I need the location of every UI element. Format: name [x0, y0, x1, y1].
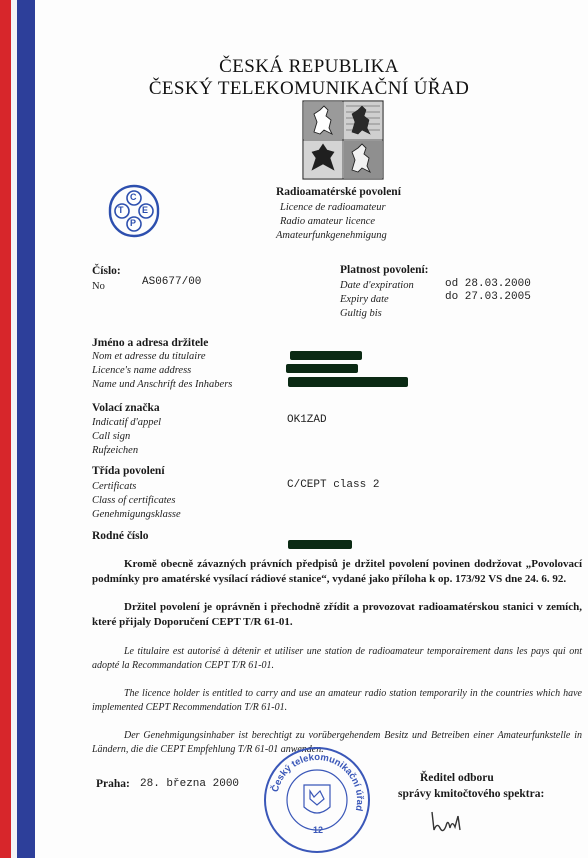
- paragraph-cept-fr: Le titulaire est autorisé à détenir et utiliser une station de radioamateur temporairement dans les pays qui ont adopté la Recommandation CEPT T/R 61-01.: [92, 646, 582, 671]
- callsign-label-en: Call sign: [92, 431, 131, 442]
- stamp-number: 12: [313, 825, 324, 835]
- callsign-label: Volací značka: [92, 402, 160, 414]
- signature-icon: [428, 808, 468, 836]
- callsign-label-fr: Indicatif d'appel: [92, 417, 162, 428]
- stamp-ring-text: Český telekomunikační úřad: [269, 751, 366, 813]
- cept-letter-p: P: [130, 218, 137, 228]
- stripe-blue: [17, 0, 35, 858]
- class-label-de: Genehmigungsklasse: [92, 509, 181, 520]
- cept-letter-c: C: [130, 192, 137, 202]
- official-stamp-icon: [262, 745, 372, 855]
- signatory-title-2: správy kmitočtového spektra:: [398, 788, 545, 800]
- holder-label-de: Name und Anschrift des Inhabers: [92, 379, 233, 390]
- paragraph-cept-en: The licence holder is entitled to carry and use an amateur radio station temporarily in the countries which have implemented CEPT Recommendation T/R 61-01.: [92, 688, 582, 713]
- validity-from: od 28.03.2000: [445, 278, 531, 290]
- paragraph-cept-de: Der Genehmigungsinhaber ist berechtigt zu vorübergehendem Besitz und Betreiben einer Amateurfunkstelle in Ländern, die die CEPT Empfehlung T/R 61-01 anwenden.: [92, 730, 582, 755]
- class-label-fr: Certificats: [92, 481, 137, 492]
- class-value: C/CEPT class 2: [287, 479, 380, 491]
- number-label: Číslo:: [92, 265, 121, 277]
- holder-label-fr: Nom et adresse du titulaire: [92, 351, 206, 362]
- place-label: Praha:: [96, 778, 130, 790]
- stripe-red: [0, 0, 11, 858]
- validity-label-en: Expiry date: [340, 294, 389, 305]
- redacted-birth-number: [288, 540, 352, 549]
- licence-title-fr: Licence de radioamateur: [280, 202, 386, 213]
- country-title: ČESKÁ REPUBLIKA: [219, 56, 399, 77]
- callsign-label-de: Rufzeichen: [92, 445, 139, 456]
- czech-coat-of-arms-icon: [302, 100, 384, 180]
- redacted-holder-address-2: [288, 377, 408, 387]
- number-label-alt: No: [92, 281, 105, 292]
- licence-title-en: Radio amateur licence: [280, 216, 376, 227]
- validity-to: do 27.03.2005: [445, 291, 531, 303]
- paragraph-cept-cz: Držitel povolení je oprávněn i přechodně zřídit a provozovat radioamatérskou stanici v zemích, které přijaly Doporučení CEPT T/R 61-01.: [92, 601, 582, 628]
- validity-label: Platnost povolení:: [340, 264, 429, 276]
- birth-number-label: Rodné číslo: [92, 530, 149, 542]
- signatory-title-1: Ředitel odboru: [420, 772, 494, 784]
- redacted-holder-name: [290, 351, 362, 360]
- holder-label: Jméno a adresa držitele: [92, 337, 209, 349]
- issue-date: 28. března 2000: [140, 778, 240, 790]
- cept-logo-icon: [106, 182, 162, 240]
- holder-label-en: Licence's name address: [92, 365, 192, 376]
- cept-letter-e: E: [142, 205, 149, 215]
- licence-title-cz: Radioamatérské povolení: [276, 186, 401, 198]
- paragraph-conditions: Kromě obecně závazných právních předpisů je držitel povolení povinen dodržovat „Povolovací podmínky pro amatérské vysílací rádiové stanice“, vydané jako příloha k op. 173/92 VS dne 24. 6. 92.: [92, 558, 582, 585]
- validity-label-fr: Date d'expiration: [340, 280, 414, 291]
- licence-title-de: Amateurfunkgenehmigung: [276, 230, 387, 241]
- office-title: ČESKÝ TELEKOMUNIKAČNÍ ÚŘAD: [148, 78, 470, 99]
- class-label: Třída povolení: [92, 465, 165, 477]
- validity-label-de: Gultig bis: [340, 308, 382, 319]
- cept-letter-t: T: [118, 205, 124, 215]
- licence-number: AS0677/00: [142, 276, 202, 288]
- redacted-holder-address-1: [286, 364, 358, 373]
- class-label-en: Class of certificates: [92, 495, 176, 506]
- callsign-value: OK1ZAD: [287, 414, 327, 426]
